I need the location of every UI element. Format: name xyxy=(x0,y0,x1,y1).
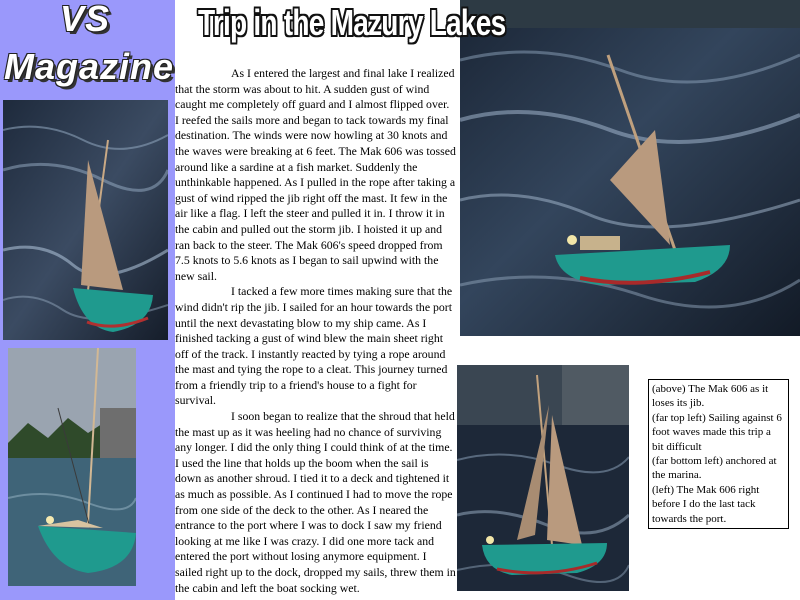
masthead-line1: VS xyxy=(60,0,111,39)
photo-last-tack xyxy=(457,365,629,591)
photo-sailing-waves xyxy=(3,100,168,340)
photo-caption-box xyxy=(648,379,789,529)
caption-line: (far top left) Sailing against 6 foot waves made this trip a bit difficult xyxy=(652,411,782,453)
article-title: Trip in the Mazury Lakes xyxy=(198,2,506,43)
article-body xyxy=(175,66,456,596)
masthead-line2: Magazine xyxy=(4,46,175,87)
article-paragraph: I soon began to realize that the shroud that held the mast up as it was heeling had no chance of surviving any longer. I did the only thing I could think of at the time. I used the line that holds up the boom when the sail is down as another shroud. I tied it to a deck and tightened it as much as possible. As I continued I had to move the rope from one side of the deck to the other. As I neared the entrance to the port where I was to dock I saw my friend looking at me like I was crazy. I did one more tack and entered the port without losing anymore equipment. I sailed right up to the dock, dropped my sails, threw them in the cabin and left the boat socking wet. xyxy=(175,409,456,595)
photo-losing-jib xyxy=(460,0,800,336)
caption-line: (left) The Mak 606 right before I do the last tack towards the port. xyxy=(652,483,760,525)
article-paragraph: As I entered the largest and final lake I realized that the storm was about to hit. A sudden gust of wind caught me completely off guard and I almost flipped over. I reefed the sails more and began to tack towards my final destination. The winds were now howling at 30 knots and the waves were breaking at 6 feet. The Mak 606 was tossed around like a sardine at a fish market. Suddenly the unthinkable happened. As I pulled in the rope after taking a gust of wind ripped the jib right off the mast. It few in the air like a flag. I left the steer and pulled it in. I throw it in the cabin and pulled out the storm jib. I hoisted it up and ran back to the steer. The Mak 606's speed dropped from 7.5 knots to 5.6 knots as I began to sail upwind with the new sail. xyxy=(175,66,456,283)
caption-line: (far bottom left) anchored at the marina. xyxy=(652,455,777,482)
article-paragraph: I tacked a few more times making sure that the wind didn't rip the jib. I sailed for an hour towards the port until the next devastating blow to my ship came. As I finished tacking a gust of wind blew the main sheet right off of the track. I instantly reacted by tying a rope around the mast and tying the rope to a cleat. This journey turned from a friendly trip to a friend's house to a fight for survival. xyxy=(175,284,453,408)
caption-line: (above) The Mak 606 as it loses its jib. xyxy=(652,383,769,410)
photo-marina xyxy=(8,348,136,586)
